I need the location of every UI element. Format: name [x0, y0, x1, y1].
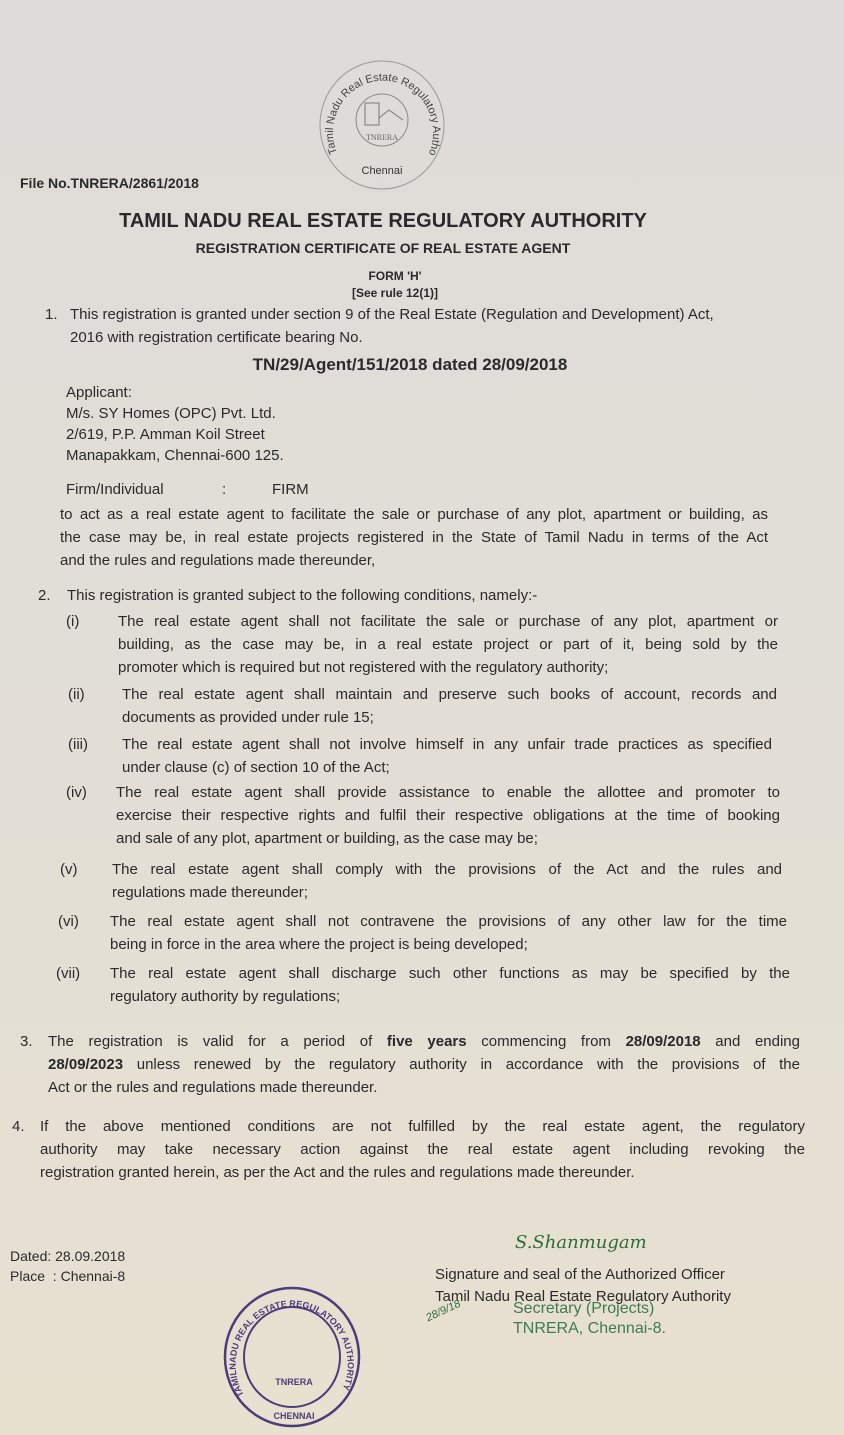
- text-line: the case may be, in real estate projects registered in the State of Tamil Nadu in terms of the Act: [60, 529, 768, 546]
- text-line: If the above mentioned conditions are not fulfilled by the real estate agent, the regulatory: [40, 1118, 805, 1135]
- condition-number: (ii): [68, 686, 85, 703]
- text-line: authority may take necessary action against the real estate agent including revoking the: [40, 1141, 805, 1158]
- designation-stamp: Secretary (Projects): [513, 1300, 655, 1317]
- dated: Dated: 28.09.2018: [10, 1248, 126, 1264]
- condition-number: (iv): [66, 784, 87, 801]
- text-line: being in force in the area where the project is being developed;: [110, 936, 528, 953]
- item-number: 4.: [12, 1118, 25, 1135]
- end-date: 28/09/2023: [48, 1056, 124, 1073]
- item-3-line: Act or the rules and regulations made thereunder.: [48, 1079, 378, 1096]
- condition-text: [122, 733, 772, 779]
- text-line: documents as provided under rule 15;: [122, 709, 374, 726]
- condition-text: [112, 858, 782, 904]
- text-line: The real estate agent shall discharge such other functions as may be specified by the: [110, 965, 790, 982]
- condition-number: (i): [66, 613, 80, 630]
- item-1-text: [70, 303, 810, 349]
- text-line: registration granted herein, as per the Act and the rules and regulations made thereunder.: [40, 1164, 635, 1181]
- text: The registration is valid for a period of: [48, 1033, 387, 1050]
- text-line: 2/619, P.P. Amman Koil Street: [66, 426, 265, 443]
- seal-graphic: [317, 58, 447, 192]
- condition-number: (iii): [68, 736, 88, 753]
- validity-period: five years: [386, 1033, 467, 1050]
- svg-text:Chennai: Chennai: [361, 165, 403, 177]
- purpose-paragraph: [60, 503, 768, 572]
- page-title: TAMIL NADU REAL ESTATE REGULATORY AUTHORITY: [119, 210, 647, 232]
- svg-text:CHENNAI: CHENNAI: [273, 1411, 315, 1421]
- rule-reference: [See rule 12(1)]: [351, 286, 439, 300]
- form-label: FORM 'H': [368, 269, 422, 283]
- text-line: Applicant:: [66, 384, 132, 401]
- condition-text: [110, 910, 787, 956]
- text-line: 2016 with registration certificate bearing No.: [70, 329, 363, 346]
- condition-number: (v): [60, 861, 78, 878]
- text-line: under clause (c) of section 10 of the Act;: [122, 759, 390, 776]
- applicant-block: [66, 382, 466, 466]
- registration-number: TN/29/Agent/151/2018 dated 28/09/2018: [252, 355, 568, 374]
- firm-separator: :: [222, 481, 227, 498]
- condition-number: (vi): [58, 913, 79, 930]
- text: unless renewed by the regulatory authority in accordance with the provisions of the: [123, 1056, 800, 1073]
- seal-graphic: [222, 1285, 362, 1430]
- condition-text: [110, 962, 790, 1008]
- text: and ending: [700, 1033, 800, 1050]
- signature: S.Shanmugam: [515, 1232, 647, 1253]
- firm-label: Firm/Individual: [66, 481, 164, 498]
- condition-text: [122, 683, 777, 729]
- text-line: to act as a real estate agent to facilitate the sale or purchase of any plot, apartment or building, as: [60, 506, 768, 523]
- text-line: This registration is granted under section 9 of the Real Estate (Regulation and Development) Act,: [70, 306, 714, 323]
- place: Place : Chennai-8: [10, 1268, 126, 1284]
- official-seal: [222, 1285, 362, 1435]
- item-number: 3.: [20, 1033, 33, 1050]
- condition-text: [118, 610, 778, 679]
- text-line: The real estate agent shall not involve himself in any unfair trade practices as specified: [122, 736, 772, 753]
- text-line: The real estate agent shall provide assistance to enable the allottee and promoter to: [116, 784, 780, 801]
- item-number: 2.: [38, 587, 51, 604]
- text-line: regulatory authority by regulations;: [110, 988, 341, 1005]
- condition-number: (vii): [56, 965, 81, 982]
- initials: 28/9/18: [424, 1297, 463, 1325]
- condition-text: [116, 781, 780, 850]
- certificate-subtitle: REGISTRATION CERTIFICATE OF REAL ESTATE AGENT: [195, 240, 571, 256]
- authority-logo-seal: [317, 58, 447, 192]
- text-line: promoter which is required but not registered with the regulatory authority;: [118, 659, 609, 676]
- text-line: The real estate agent shall not facilitate the sale or purchase of any plot, apartment or: [118, 613, 778, 630]
- file-number: File No.TNRERA/2861/2018: [20, 175, 199, 191]
- text-line: Manapakkam, Chennai-600 125.: [66, 447, 284, 464]
- firm-value: FIRM: [272, 481, 309, 498]
- authority-name: Tamil Nadu Real Estate Regulatory Authority: [435, 1288, 731, 1305]
- text-line: M/s. SY Homes (OPC) Pvt. Ltd.: [66, 405, 276, 422]
- start-date: 28/09/2018: [625, 1033, 701, 1050]
- svg-text:TNRERA: TNRERA: [275, 1377, 313, 1387]
- item-2-text: This registration is granted subject to the following conditions, namely:-: [67, 587, 538, 604]
- text-line: The real estate agent shall not contravene the provisions of any other law for the time: [110, 913, 787, 930]
- svg-text:TAMILNADU REAL ESTATE REGULATO: TAMILNADU REAL ESTATE REGULATORY AUTHORITY: [227, 1298, 356, 1399]
- item-4-text: [40, 1115, 805, 1184]
- item-number: 1.: [45, 306, 58, 323]
- text-line: exercise their respective rights and fulfil their respective obligations at the time of booking: [116, 807, 780, 824]
- item-3-line: [48, 1030, 800, 1053]
- text-line: The real estate agent shall comply with the provisions of the Act and the rules and: [112, 861, 782, 878]
- text-line: regulations made thereunder;: [112, 884, 308, 901]
- office-stamp: TNRERA, Chennai-8.: [513, 1320, 666, 1337]
- signature-caption: Signature and seal of the Authorized Officer: [435, 1266, 725, 1283]
- item-3-line: [48, 1053, 800, 1076]
- text-line: and the rules and regulations made thereunder,: [60, 552, 376, 569]
- text-line: and sale of any plot, apartment or building, as the case may be;: [116, 830, 538, 847]
- svg-text:Tamil Nadu Real Estate Regulat: Tamil Nadu Real Estate Regulatory Autho: [323, 71, 443, 158]
- svg-text:TNRERA: TNRERA: [366, 133, 398, 142]
- text: commencing from: [466, 1033, 626, 1050]
- text-line: building, as the case may be, in a real estate project or part of it, being sold by the: [118, 636, 778, 653]
- text-line: The real estate agent shall maintain and preserve such books of account, records and: [122, 686, 777, 703]
